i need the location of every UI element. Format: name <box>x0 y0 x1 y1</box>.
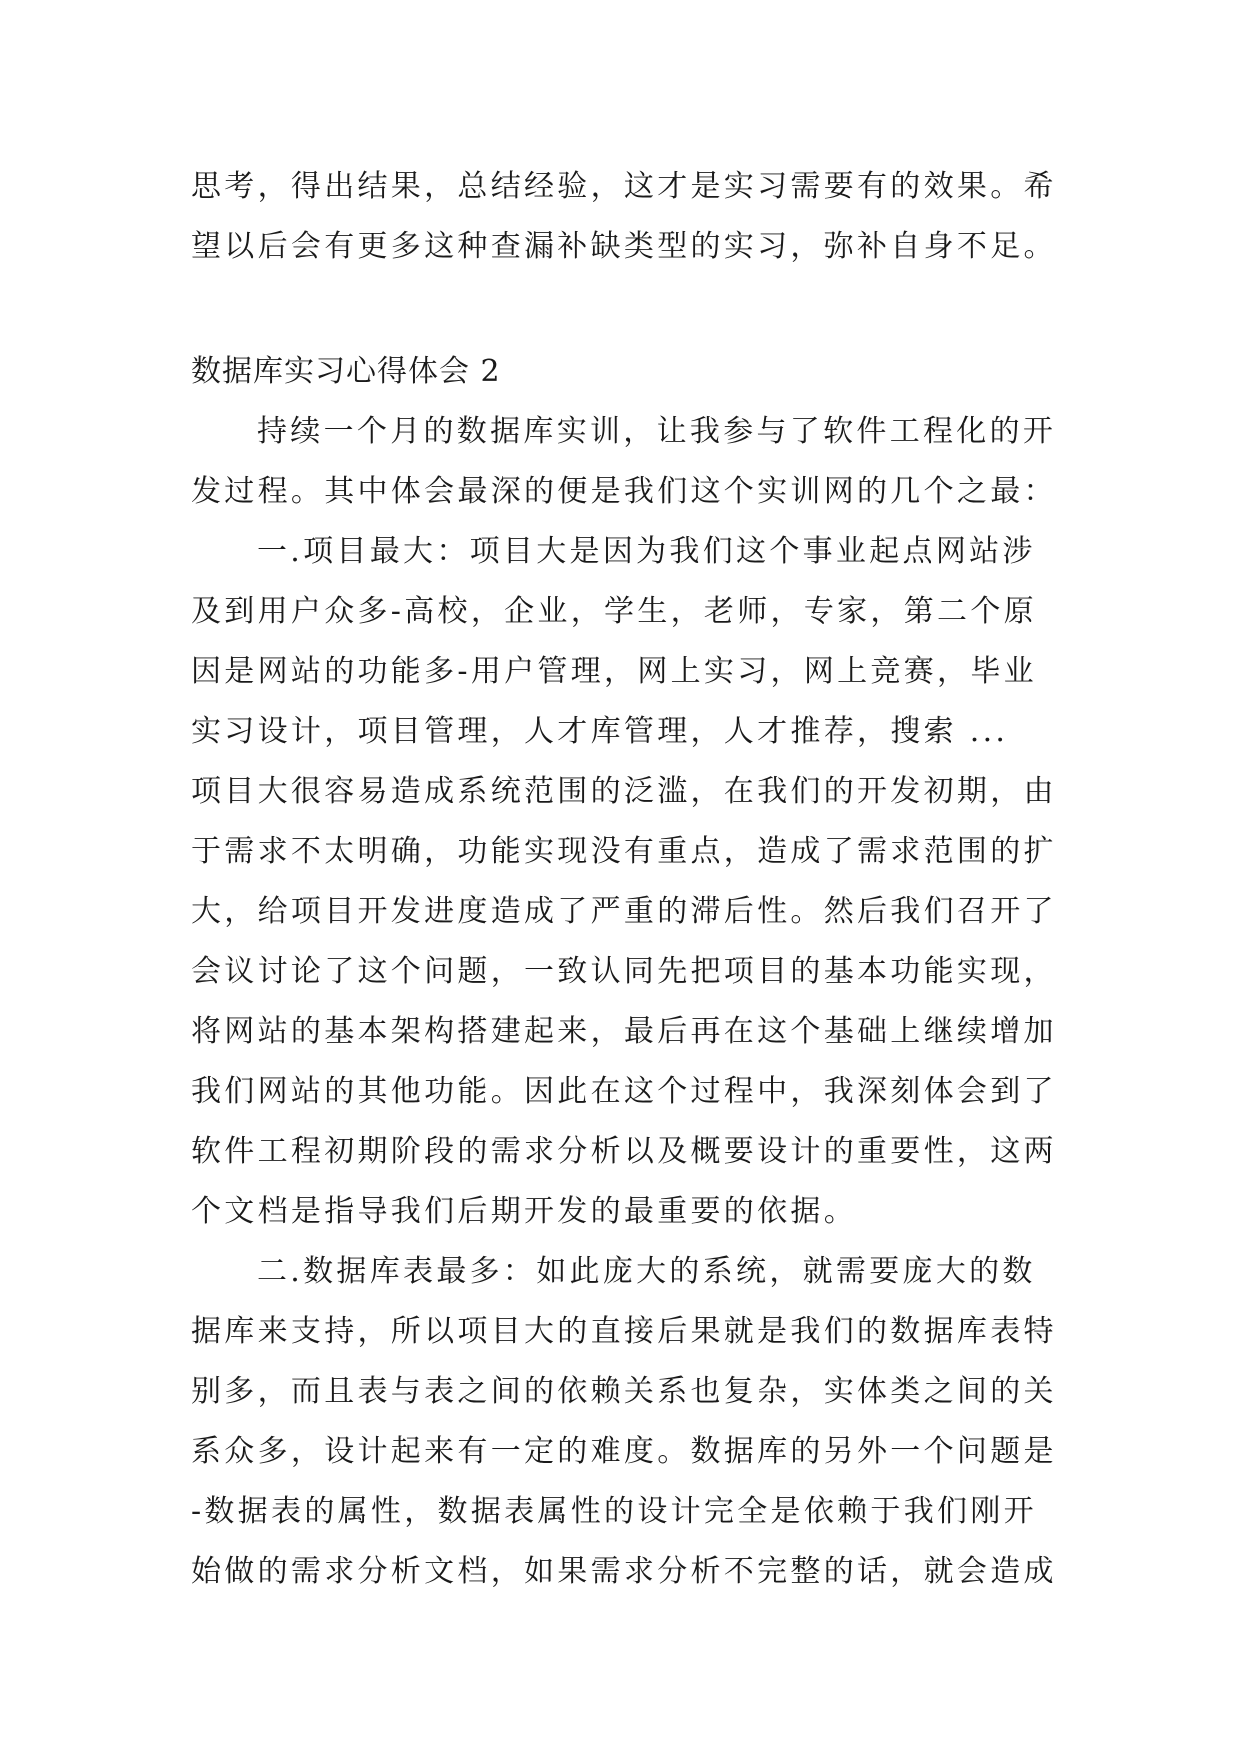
text-line: 个文档是指导我们后期开发的最重要的依据。 <box>191 1194 857 1229</box>
section-title: 数据库实习心得体会 2 <box>191 354 501 389</box>
text-line: 及到用户众多-高校，企业，学生，老师，专家，第二个原 <box>191 594 1037 629</box>
text-line: 据库来支持，所以项目大的直接后果就是我们的数据库表特 <box>191 1314 1057 1349</box>
text-line: 始做的需求分析文档，如果需求分析不完整的话，就会造成 <box>191 1554 1057 1589</box>
text-line: 望以后会有更多这种查漏补缺类型的实习，弥补自身不足。 <box>191 229 1057 264</box>
text-line: 会议讨论了这个问题，一致认同先把项目的基本功能实现， <box>191 954 1057 989</box>
text-line: 项目大很容易造成系统范围的泛滥，在我们的开发初期，由 <box>191 774 1057 809</box>
text-line: 大，给项目开发进度造成了严重的滞后性。然后我们召开了 <box>191 894 1057 929</box>
text-line: 我们网站的其他功能。因此在这个过程中，我深刻体会到了 <box>191 1074 1057 1109</box>
text-line: 发过程。其中体会最深的便是我们这个实训网的几个之最： <box>191 474 1057 509</box>
text-line: 思考，得出结果，总结经验，这才是实习需要有的效果。希 <box>191 169 1057 204</box>
text-line: 实习设计，项目管理，人才库管理，人才推荐，搜索 ... <box>191 714 1009 749</box>
text-line: 二.数据库表最多：如此庞大的系统，就需要庞大的数 <box>257 1254 1036 1289</box>
text-line: -数据表的属性，数据表属性的设计完全是依赖于我们刚开 <box>191 1494 1037 1529</box>
text-line: 别多，而且表与表之间的依赖关系也复杂，实体类之间的关 <box>191 1374 1057 1409</box>
document-page <box>191 157 1057 1602</box>
text-line: 持续一个月的数据库实训，让我参与了软件工程化的开 <box>257 414 1057 449</box>
text-line: 一.项目最大：项目大是因为我们这个事业起点网站涉 <box>257 534 1036 569</box>
text-line: 将网站的基本架构搭建起来，最后再在这个基础上继续增加 <box>191 1014 1057 1049</box>
text-line: 软件工程初期阶段的需求分析以及概要设计的重要性，这两 <box>191 1134 1057 1169</box>
paragraph-gap <box>191 277 1051 342</box>
text-line: 因是网站的功能多-用户管理，网上实习，网上竞赛，毕业 <box>191 654 1037 689</box>
text-line: 系众多，设计起来有一定的难度。数据库的另外一个问题是 <box>191 1434 1057 1469</box>
text-line: 于需求不太明确，功能实现没有重点，造成了需求范围的扩 <box>191 834 1057 869</box>
